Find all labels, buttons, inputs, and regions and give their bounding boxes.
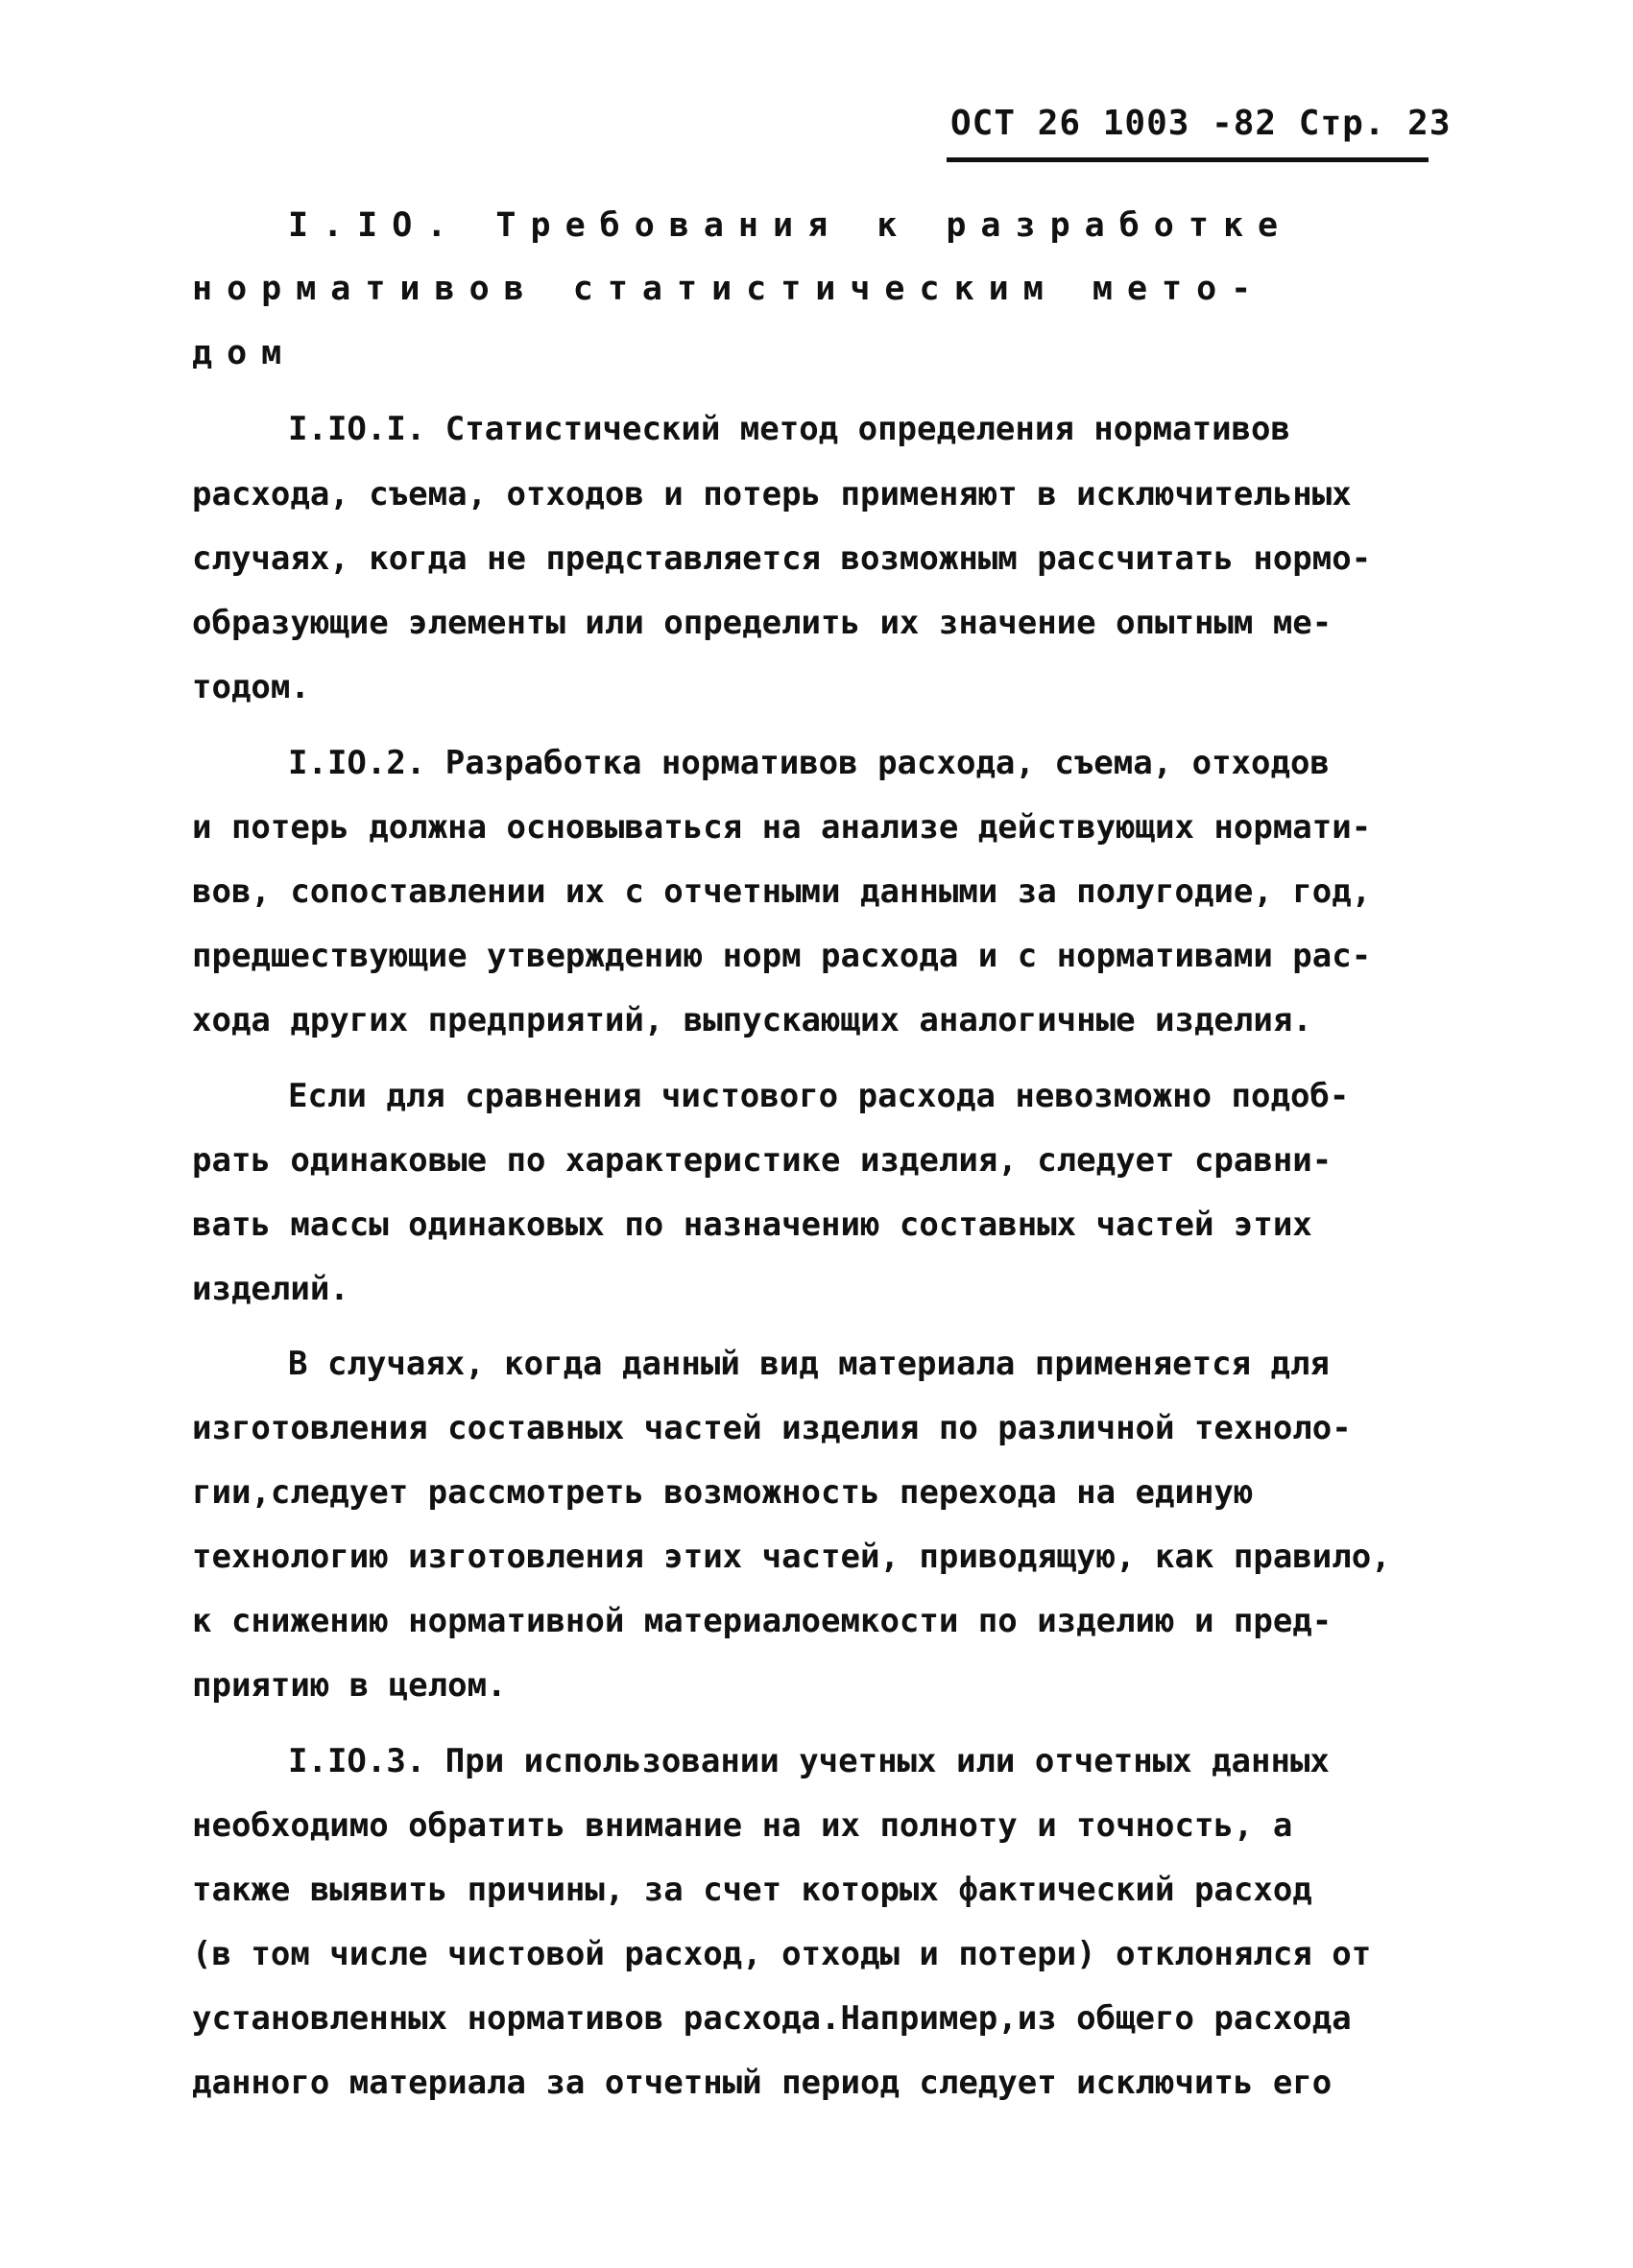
page-header: ОСТ 26 1003 -82 Стр. 23	[950, 104, 1452, 143]
text-line: I.IO.I. Статистический метод определения нормативов	[288, 410, 1290, 448]
text-line: (в том числе чистовой расход, отходы и потери) отклонялся от	[192, 1935, 1372, 1973]
text-line: установленных нормативов расхода.Например,из общего расхода	[192, 1999, 1352, 2038]
header-underline	[947, 157, 1429, 162]
text-line: данного материала за отчетный период следует исключить его	[192, 2064, 1333, 2102]
text-line: I.IO.2. Разработка нормативов расхода, съема, отходов	[288, 744, 1330, 782]
text-line: изготовления составных частей изделия по различной техноло-	[192, 1409, 1352, 1447]
text-line: и потерь должна основываться на анализе действующих нормати-	[192, 808, 1372, 847]
text-line: изделий.	[192, 1270, 349, 1308]
text-line: технологию изготовления этих частей, приводящую, как правило,	[192, 1538, 1391, 1576]
text-line: образующие элементы или определить их значение опытным ме-	[192, 604, 1333, 642]
section-heading-line-1: I.IO. Требования к разработке	[288, 206, 1293, 245]
text-line: вать массы одинаковых по назначению составных частей этих	[192, 1206, 1312, 1244]
text-line: тодом.	[192, 668, 310, 706]
text-line: вов, сопоставлении их с отчетными данными за полугодие, год,	[192, 872, 1372, 911]
text-line: случаях, когда не представляется возможным рассчитать нормо-	[192, 539, 1372, 578]
text-line: I.IO.3. При использовании учетных или отчетных данных	[288, 1742, 1330, 1780]
text-line: рать одинаковые по характеристике изделия, следует сравни-	[192, 1141, 1333, 1180]
text-line: к снижению нормативной материалоемкости по изделию и пред-	[192, 1602, 1333, 1640]
text-line: расхода, съема, отходов и потерь применяют в исключительных	[192, 475, 1352, 513]
section-heading-line-2: нормативов статистическим мето-	[192, 270, 1266, 308]
text-line: В случаях, когда данный вид материала применяется для	[288, 1345, 1330, 1383]
section-heading-line-3: дом	[192, 334, 297, 372]
text-line: гии,следует рассмотреть возможность перехода на единую	[192, 1473, 1254, 1512]
text-line: приятию в целом.	[192, 1666, 507, 1705]
text-line: предшествующие утверждению норм расхода и с нормативами рас-	[192, 937, 1372, 975]
text-line: хода других предприятий, выпускающих аналогичные изделия.	[192, 1001, 1312, 1039]
text-line: также выявить причины, за счет которых фактический расход	[192, 1871, 1312, 1909]
text-line: необходимо обратить внимание на их полноту и точность, а	[192, 1806, 1293, 1845]
text-line: Если для сравнения чистового расхода невозможно подоб-	[288, 1077, 1350, 1115]
